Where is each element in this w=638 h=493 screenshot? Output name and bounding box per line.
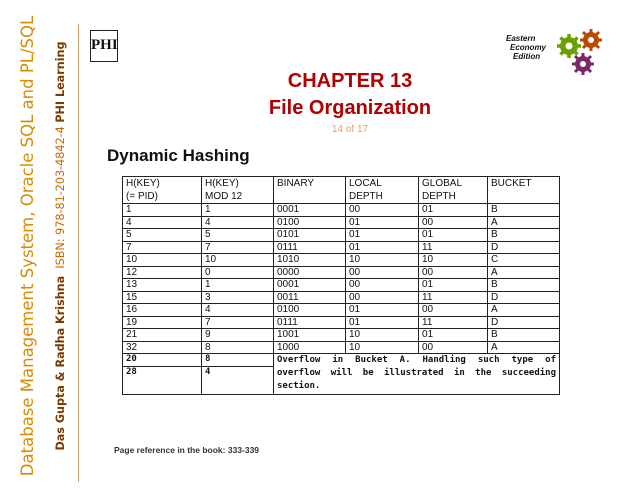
- table-row: 13 1 0001 00 01 B: [123, 279, 560, 292]
- table-row: 4 4 0100 01 00 A: [123, 216, 560, 229]
- table-row: 16 4 0100 01 00 A: [123, 304, 560, 317]
- table-row-overflow: 28 4: [123, 366, 560, 394]
- chapter-subject: File Organization: [268, 97, 432, 119]
- eee-line-3: Edition: [513, 52, 541, 61]
- book-isbn: ISBN: 978-81-203-4842-4: [53, 126, 67, 269]
- eee-line-2: Economy: [510, 43, 547, 52]
- table-row: 15 3 0011 00 11 D: [123, 291, 560, 304]
- overflow-note: Overflow in Bucket A. Handling such type of overflow will be illustrated in the succeeding section.: [274, 354, 560, 395]
- table-row: 10 10 1010 10 10 C: [123, 254, 560, 267]
- header-local-depth: LOCAL DEPTH: [346, 177, 419, 204]
- table-row: 12 0 0000 00 00 A: [123, 266, 560, 279]
- book-authors: Das Gupta & Radha Krishna: [53, 275, 67, 451]
- table-row-overflow: 20 8 Overflow in Bucket A. Handling such type of overflow will be illustrated in the succeeding section.: [123, 354, 560, 367]
- hash-table: [122, 176, 560, 395]
- table-header-row: [123, 177, 560, 204]
- page-number: 14 of 17: [331, 124, 369, 135]
- section-title: Dynamic Hashing: [107, 146, 250, 165]
- header-hkey-mod: H(KEY) MOD 12: [202, 177, 274, 204]
- table-row: 32 8 1000 10 00 A: [123, 341, 560, 354]
- sidebar-book-title: [8, 6, 46, 486]
- table-row: 19 7 0111 01 11 D: [123, 316, 560, 329]
- eee-logo: [500, 34, 560, 64]
- book-title: Database Management System, Oracle SQL and PL/SQL: [17, 15, 37, 477]
- header-hkey-pid: H(KEY) (= PID): [123, 177, 202, 204]
- sidebar-divider: [78, 24, 79, 482]
- header-binary: BINARY: [274, 177, 346, 204]
- table-row: 1 1 0001 00 01 B: [123, 204, 560, 217]
- header-bucket: BUCKET: [488, 177, 560, 204]
- table-row: 5 5 0101 01 01 B: [123, 229, 560, 242]
- sidebar-book-info: [48, 6, 72, 486]
- table-row: 7 7 0111 01 11 D: [123, 241, 560, 254]
- header-global-depth: GLOBAL DEPTH: [419, 177, 488, 204]
- book-publisher: PHI Learning: [53, 41, 67, 123]
- page-reference: Page reference in the book: 333-339: [114, 445, 260, 455]
- table-row: 21 9 1001 10 01 B: [123, 329, 560, 342]
- gears-icon: [553, 28, 609, 78]
- phi-logo: PHI: [90, 30, 118, 62]
- chapter-number: CHAPTER 13: [287, 70, 413, 92]
- eee-line-1: Eastern: [506, 34, 536, 43]
